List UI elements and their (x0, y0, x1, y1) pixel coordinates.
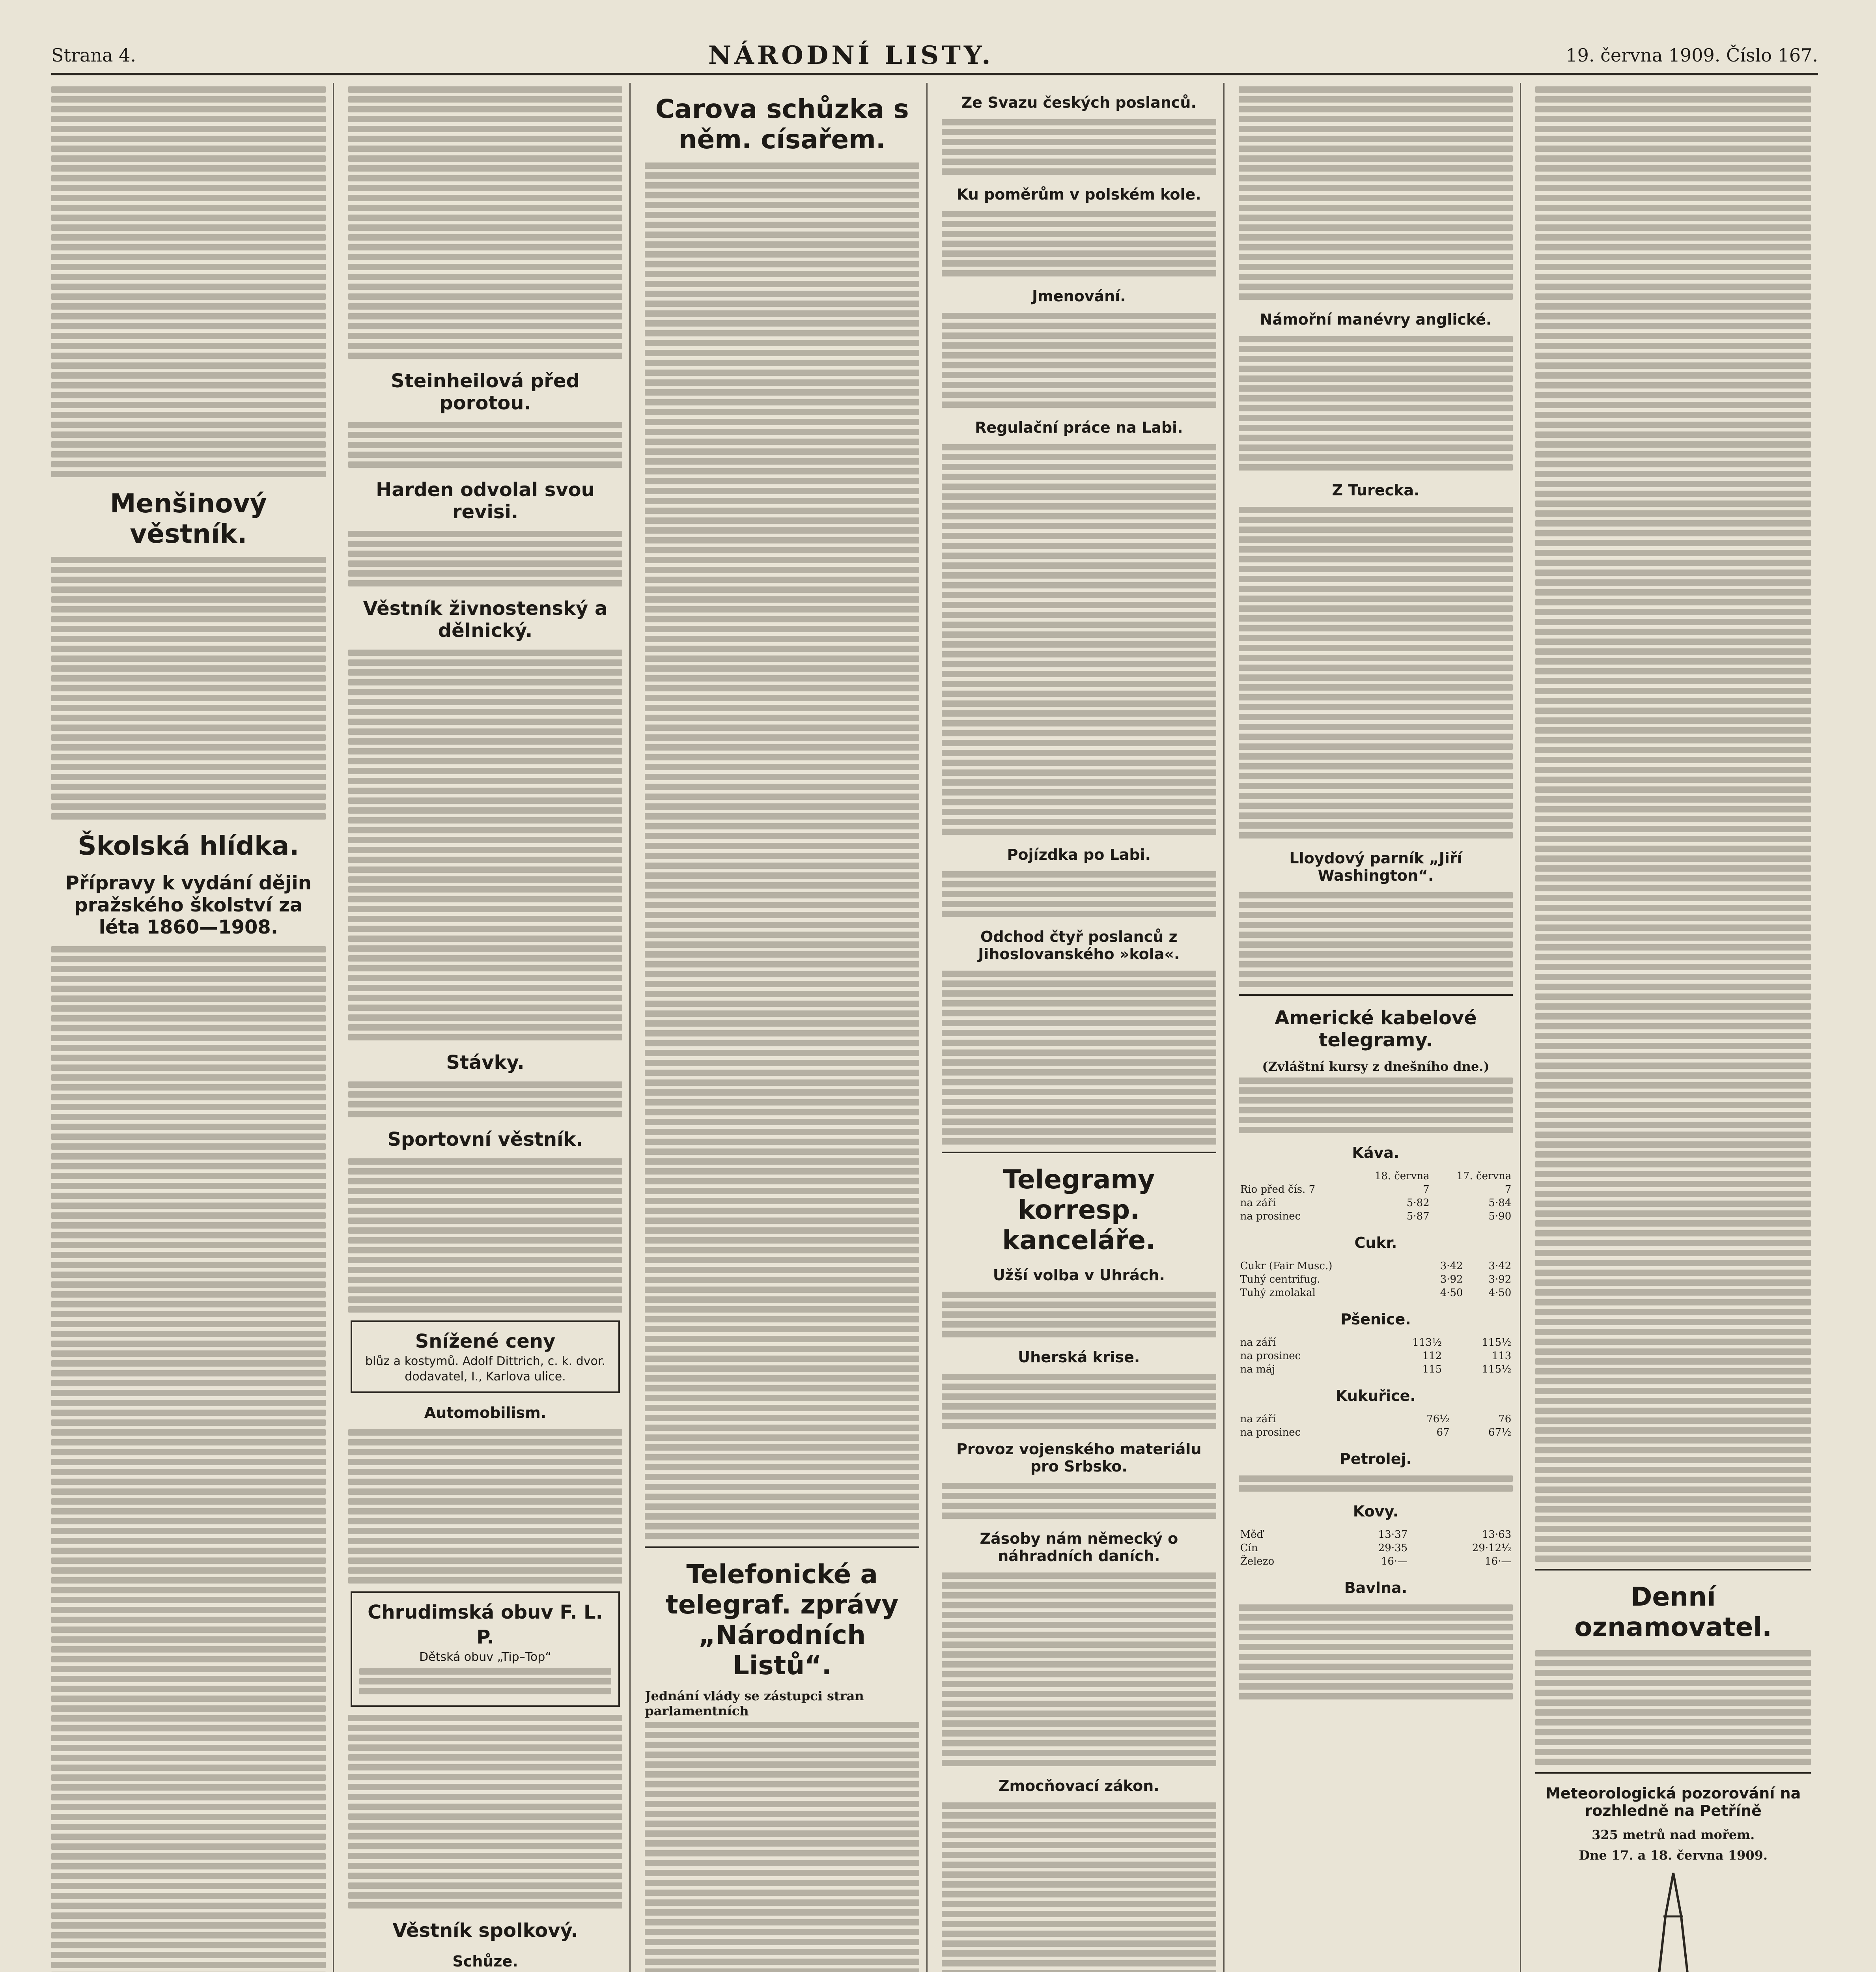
ad-subtitle: blůz a kostymů. Adolf Dittrich, c. k. dvor. dodavatel, I., Karlova ulice. (365, 1354, 605, 1384)
table-row: na září 76½ 76 (1240, 1413, 1512, 1425)
column-4 (942, 83, 1225, 1972)
table-row: na září 5·82 5·84 (1240, 1197, 1512, 1209)
heading-stavky: Stávky. (446, 1051, 525, 1074)
heading-provoz: Provoz vojenského materiálu pro Srbsko. (956, 1440, 1202, 1475)
text-block (942, 313, 1216, 408)
text-block (348, 1429, 623, 1584)
section-divider (1535, 1772, 1811, 1774)
heading-pojizdka: Pojízdka po Labi. (1007, 846, 1151, 863)
label-kava: Káva. (1352, 1144, 1400, 1162)
text-block (1239, 892, 1513, 987)
heading-skolska: Školská hlídka. (78, 831, 299, 861)
section-divider (942, 1152, 1216, 1153)
quotes-table (1239, 1412, 1513, 1439)
label-kukurice: Kukuřice. (1336, 1387, 1416, 1404)
quotes-table (1239, 1169, 1513, 1223)
petrin-tower-icon (1630, 1869, 1717, 1972)
section-divider (1239, 994, 1513, 996)
quotes-subtitle: (Zvláštní kursy z dnešního dne.) (1262, 1059, 1490, 1074)
table-row: Měď 13·37 13·63 (1240, 1529, 1512, 1541)
text-block (1239, 86, 1513, 300)
text-block (942, 1483, 1216, 1519)
text-block (1239, 1078, 1513, 1133)
column-3 (645, 83, 928, 1972)
text-block (942, 444, 1216, 835)
text-block (942, 1374, 1216, 1429)
text-block (942, 119, 1216, 175)
text-block (1535, 86, 1811, 1562)
text-block (1239, 1475, 1513, 1492)
text-block (1239, 507, 1513, 838)
heading-odchod: Odchod čtyř poslanců z Jihoslovanského »kola«. (978, 928, 1180, 963)
text-block (348, 422, 623, 468)
quotes-table (1239, 1528, 1513, 1568)
heading-kabel: Americké kabelové telegramy. (1275, 1007, 1477, 1051)
section-divider (1535, 1569, 1811, 1571)
text-block (645, 1722, 919, 1972)
heading-mensinovy: Menšinový věstník. (110, 488, 267, 549)
column-6 (1535, 83, 1818, 1972)
page-number: Strana 4. (51, 45, 136, 66)
subheading-jednani: Jednání vlády se zástupci stran parlamentních (645, 1688, 864, 1718)
table-row: 18. června 17. června (1374, 1170, 1512, 1182)
newspaper-title: NÁRODNÍ LISTY. (708, 40, 994, 70)
label-kovy: Kovy. (1353, 1503, 1399, 1520)
issue-date: 19. června 1909. Číslo 167. (1566, 45, 1818, 66)
text-block (942, 871, 1216, 917)
label-psenice: Pšenice. (1340, 1311, 1411, 1328)
heading-vestnik-spolkovy: Věstník spolkový. (392, 1920, 578, 1942)
heading-meteo: Meteorologická pozorování na rozhledně na Petříně (1546, 1785, 1801, 1819)
text-block (51, 557, 326, 820)
heading-telefon: Telefonické a telegraf. zprávy „Národních Listů“. (666, 1559, 899, 1681)
column-5 (1239, 83, 1521, 1972)
heading-pripravy: Přípravy k vydání dějin pražského školství za léta 1860—1908. (65, 872, 312, 938)
text-block (348, 650, 623, 1040)
heading-telegramy: Telegramy korresp. kanceláře. (1002, 1164, 1156, 1255)
ad-title: Chrudimská obuv F. L. P. (368, 1601, 603, 1648)
column-2 (348, 83, 631, 1972)
heading-uherska: Uherská krise. (1018, 1348, 1140, 1366)
text-block (942, 1802, 1216, 1972)
text-block (51, 946, 326, 1972)
heading-steinheil: Steinheilová před porotou. (391, 370, 580, 414)
table-row: Tuhý centrifug. 3·92 3·92 (1240, 1274, 1512, 1285)
table-row: Cín 29·35 29·12½ (1240, 1542, 1512, 1554)
table-row: Cukr (Fair Musc.) 3·42 3·42 (1240, 1260, 1512, 1272)
heading-svaz: Ze Svazu českých poslanců. (961, 94, 1197, 111)
heading-automobilism: Automobilism. (424, 1404, 547, 1422)
heading-sport: Sportovní věstník. (387, 1128, 583, 1150)
text-block (942, 1292, 1216, 1337)
table-row: Tuhý zmolakal 4·50 4·50 (1240, 1287, 1512, 1299)
text-block (645, 162, 919, 1539)
table-row: Železo 16·— 16·— (1240, 1556, 1512, 1567)
text-block (942, 971, 1216, 1145)
text-block (51, 86, 326, 477)
section-divider (645, 1546, 919, 1548)
text-block (348, 531, 623, 586)
label-cukr: Cukr. (1354, 1234, 1397, 1251)
table-row: Rio před čís. 7 7 7 (1240, 1184, 1512, 1195)
text-block (1239, 336, 1513, 471)
text-block (942, 211, 1216, 276)
masthead (51, 37, 1818, 75)
label-petrolej: Petrolej. (1340, 1450, 1412, 1468)
heading-zmocnovaci: Zmocňovací zákon. (998, 1777, 1159, 1795)
heading-zasoby: Zásoby nám německý o náhradních daních. (980, 1530, 1178, 1565)
meteo-subtitle: 325 metrů nad mořem. (1592, 1827, 1755, 1842)
text-block (1535, 1650, 1811, 1765)
heading-schuze: Schůze. (452, 1953, 518, 1970)
quotes-table (1239, 1336, 1513, 1376)
text-block (348, 1715, 623, 1909)
heading-namorni: Námořní manévry anglické. (1260, 311, 1492, 328)
columns (51, 83, 1818, 1972)
heading-denni: Denní oznamovatel. (1574, 1582, 1772, 1642)
table-row: na máj 115 115½ (1240, 1363, 1512, 1375)
heading-uzsi: Užší volba v Uhrách. (993, 1266, 1165, 1284)
ad-chrudimska-obuv (351, 1591, 620, 1707)
quotes-table (1239, 1259, 1513, 1300)
text-block (348, 1081, 623, 1117)
heading-harden: Harden odvolal svou revisi. (376, 479, 595, 523)
meteo-days: Dne 17. a 18. června 1909. (1579, 1848, 1768, 1863)
table-row: na prosinec 112 113 (1240, 1350, 1512, 1362)
ad-snizene-ceny (351, 1320, 620, 1393)
text-block (942, 1572, 1216, 1766)
heading-turecko: Z Turecka. (1332, 482, 1420, 499)
table-row: na prosinec 67 67½ (1240, 1427, 1512, 1438)
column-1 (51, 83, 334, 1972)
heading-regulace: Regulační práce na Labi. (975, 419, 1183, 436)
ad-title: Snížené ceny (415, 1330, 556, 1352)
label-bavlna: Bavlna. (1344, 1579, 1407, 1597)
text-block (1239, 1604, 1513, 1699)
heading-pomer: Ku poměrům v polském kole. (956, 186, 1201, 203)
heading-lloyd: Lloydový parník „Jiří Washington“. (1289, 850, 1462, 884)
table-row: na prosinec 5·87 5·90 (1240, 1210, 1512, 1222)
heading-carova: Carova schůzka s něm. císařem. (655, 94, 909, 155)
heading-jmenovani: Jmenování. (1032, 288, 1126, 305)
text-block (348, 1158, 623, 1313)
text-block (359, 1668, 612, 1694)
text-block (348, 86, 623, 359)
table-row: na září 113½ 115½ (1240, 1337, 1512, 1348)
heading-zivnost: Věstník živnostenský a dělnický. (363, 598, 608, 642)
ad-subtitle: Dětská obuv „Tip–Top“ (419, 1650, 551, 1664)
